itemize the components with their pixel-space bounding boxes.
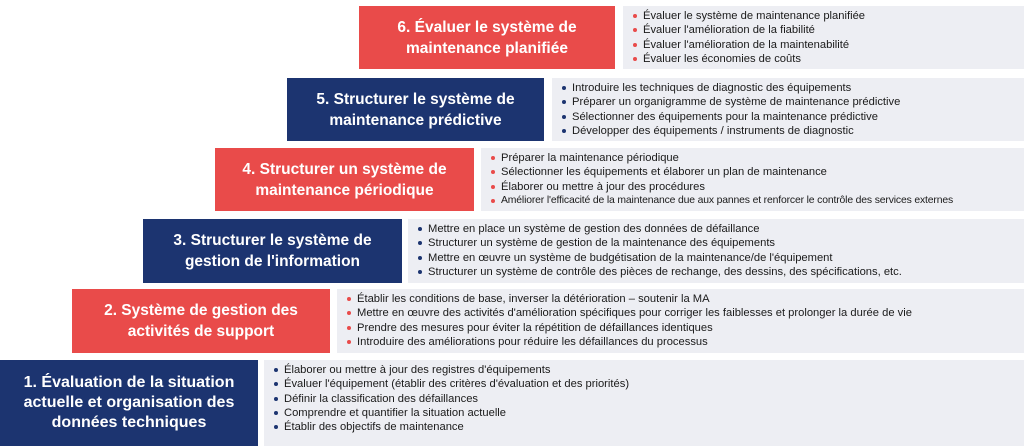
bullet-icon xyxy=(418,256,422,260)
list-item: Définir la classification des défaillances xyxy=(274,392,1016,406)
step-4-title: 4. Structurer un système de maintenance périodique xyxy=(215,148,474,211)
list-item: Structurer un système de gestion de la maintenance des équipements xyxy=(418,236,1016,250)
list-item: Mettre en œuvre des activités d'amélioration spécifiques pour corriger les faiblesses et prolonger la durée de vie xyxy=(347,306,1016,320)
bullet-icon xyxy=(418,241,422,245)
step-4-panel xyxy=(481,148,1024,211)
bullet-icon xyxy=(562,100,566,104)
bullet-icon xyxy=(562,115,566,119)
bullet-icon xyxy=(274,382,278,386)
bullet-icon xyxy=(491,170,495,174)
step-1-title: 1. Évaluation de la situation actuelle et organisation des données techniques xyxy=(0,360,258,446)
step-3-panel xyxy=(408,219,1024,283)
step-4-list xyxy=(491,151,1016,208)
step-2-panel xyxy=(337,289,1024,353)
step-5-title: 5. Structurer le système de maintenance prédictive xyxy=(287,78,544,141)
bullet-icon xyxy=(491,185,495,189)
bullet-icon xyxy=(274,397,278,401)
bullet-icon xyxy=(633,14,637,18)
list-item: Établir des objectifs de maintenance xyxy=(274,420,1016,434)
bullet-icon xyxy=(633,28,637,32)
step-6-title: 6. Évaluer le système de maintenance planifiée xyxy=(359,6,615,69)
step-3-list xyxy=(418,222,1016,279)
bullet-icon xyxy=(347,326,351,330)
step-1-panel xyxy=(264,360,1024,446)
list-item: Prendre des mesures pour éviter la répétition de défaillances identiques xyxy=(347,321,1016,335)
step-6-panel xyxy=(623,6,1024,69)
step-5-list xyxy=(562,81,1016,138)
bullet-icon xyxy=(418,227,422,231)
list-item: Introduire les techniques de diagnostic des équipements xyxy=(562,81,1016,95)
list-item: Mettre en œuvre un système de budgétisation de la maintenance/de l'équipement xyxy=(418,251,1016,265)
list-item: Développer des équipements / instruments de diagnostic xyxy=(562,124,1016,138)
step-6-list xyxy=(633,9,1016,66)
list-item: Sélectionner les équipements et élaborer un plan de maintenance xyxy=(491,165,1016,179)
list-item: Évaluer l'amélioration de la fiabilité xyxy=(633,23,1016,37)
list-item: Mettre en place un système de gestion des données de défaillance xyxy=(418,222,1016,236)
list-item: Préparer un organigramme de système de maintenance prédictive xyxy=(562,95,1016,109)
list-item: Établir les conditions de base, inverser la détérioration – soutenir la MA xyxy=(347,292,1016,306)
bullet-icon xyxy=(347,340,351,344)
list-item: Introduire des améliorations pour réduire les défaillances du processus xyxy=(347,335,1016,349)
list-item: Évaluer l'équipement (établir des critères d'évaluation et des priorités) xyxy=(274,377,1016,391)
bullet-icon xyxy=(274,368,278,372)
list-item: Préparer la maintenance périodique xyxy=(491,151,1016,165)
list-item: Évaluer les économies de coûts xyxy=(633,52,1016,66)
list-item: Élaborer ou mettre à jour des procédures xyxy=(491,180,1016,194)
list-item: Évaluer l'amélioration de la maintenabilité xyxy=(633,38,1016,52)
list-item: Évaluer le système de maintenance planifiée xyxy=(633,9,1016,23)
bullet-icon xyxy=(491,199,495,203)
bullet-icon xyxy=(633,43,637,47)
list-item: Comprendre et quantifier la situation actuelle xyxy=(274,406,1016,420)
step-3-title: 3. Structurer le système de gestion de l'information xyxy=(143,219,402,283)
list-item: Structurer un système de contrôle des pièces de rechange, des dessins, des spécifications, etc. xyxy=(418,265,1016,279)
list-item: Élaborer ou mettre à jour des registres d'équipements xyxy=(274,363,1016,377)
bullet-icon xyxy=(347,311,351,315)
bullet-icon xyxy=(274,411,278,415)
step-2-list xyxy=(347,292,1016,349)
list-item: Sélectionner des équipements pour la maintenance prédictive xyxy=(562,110,1016,124)
step-1-list xyxy=(274,363,1016,434)
bullet-icon xyxy=(274,425,278,429)
step-5-panel xyxy=(552,78,1024,141)
bullet-icon xyxy=(347,297,351,301)
bullet-icon xyxy=(562,129,566,133)
list-item: Améliorer l'efficacité de la maintenance due aux pannes et renforcer le contrôle des services externes xyxy=(491,194,1016,208)
step-2-title: 2. Système de gestion des activités de support xyxy=(72,289,330,353)
bullet-icon xyxy=(418,270,422,274)
bullet-icon xyxy=(562,86,566,90)
bullet-icon xyxy=(491,156,495,160)
bullet-icon xyxy=(633,57,637,61)
